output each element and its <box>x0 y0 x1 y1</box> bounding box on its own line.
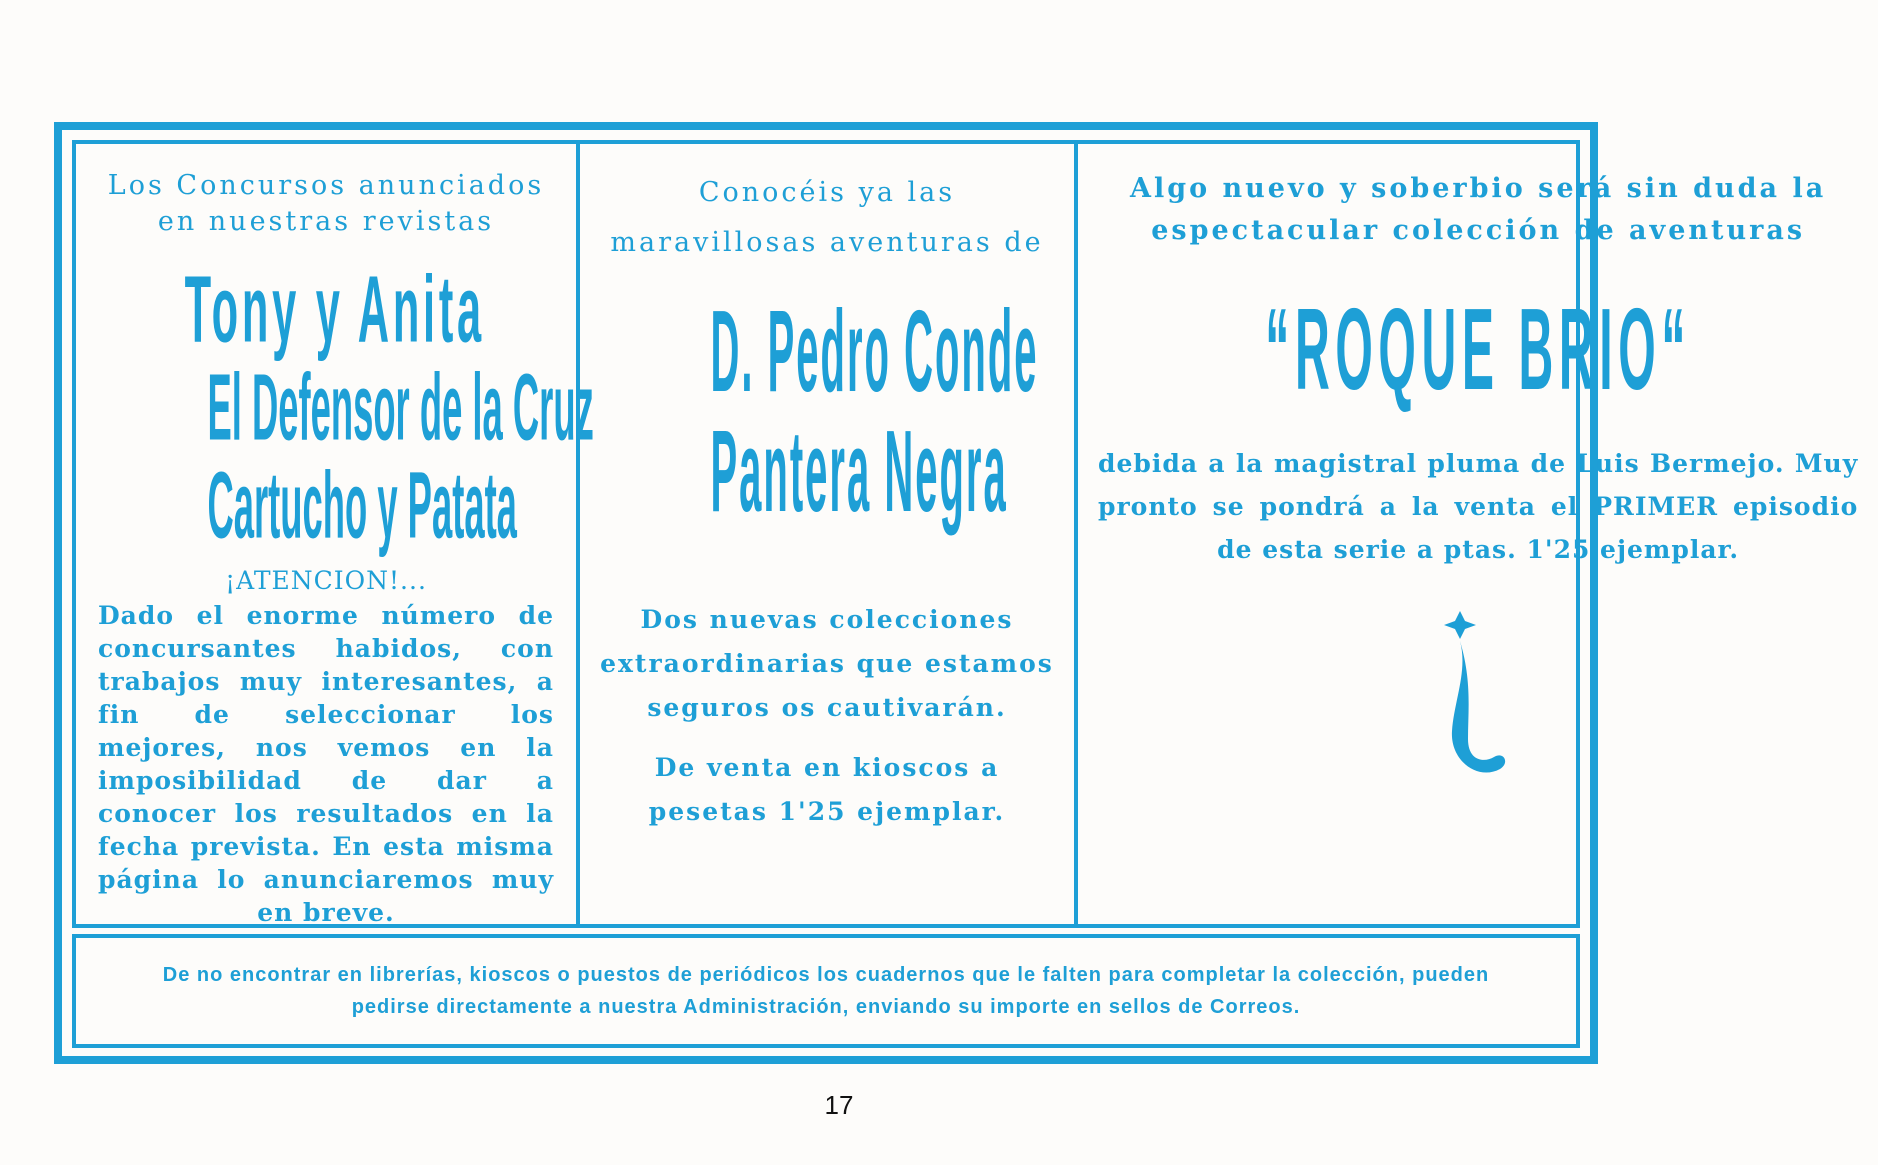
footer-box <box>72 934 1580 1048</box>
right-description: debida a la magistral pluma de Luis Bermejo. Muy pronto se pondrá a la venta el PRIMER episodio de esta serie a ptas. 1'25 ejemplar. <box>1098 449 1859 564</box>
left-intro: Los Concursos anunciados en nuestras revistas <box>107 170 545 237</box>
middle-sale-info: De venta en kioscos a pesetas 1'25 ejemplar. <box>648 753 1006 826</box>
title-cartucho-y-patata: Cartucho y Patata <box>207 452 517 558</box>
advertisement-frame <box>54 122 1859 1064</box>
title-pantera-negra: Pantera Negra <box>710 406 1008 536</box>
page-number: 17 <box>824 1090 854 1120</box>
left-panel <box>76 144 594 927</box>
contest-notice: Dado el enorme número de concursantes habidos, con trabajos muy interesantes, a fin de seleccionar los mejores, nos vemos en la imposibilidad de dar a conocer los resultados en la fecha prevista. En esta misma página lo anunciaremos muy en breve. <box>98 601 554 927</box>
right-intro: Algo nuevo y soberbio será sin duda la espectacular colección de aventuras <box>1130 173 1827 246</box>
middle-description: Dos nuevas colecciones extraordinarias que estamos seguros os cautivarán. <box>600 605 1054 722</box>
footer-notice: De no encontrar en librerías, kioscos o puestos de periódicos los cuadernos que le falten para completar la colección, pueden pedirse directamente a nuestra Administración, enviando su importe en sellos de Correos. <box>162 964 1490 1018</box>
middle-panel <box>580 144 1078 924</box>
title-tony-y-anita: Tony y Anita <box>184 256 485 362</box>
attention-heading: ¡ATENCION!... <box>225 566 427 595</box>
panels-row <box>72 140 1859 928</box>
right-panel <box>1078 144 1878 924</box>
title-d-pedro-conde: D. Pedro Conde <box>710 286 1039 416</box>
title-el-defensor-de-la-cruz: El Defensor de la Cruz <box>207 354 594 460</box>
ornament-icon <box>1438 611 1518 781</box>
title-roque-brio: “ROQUE BRIO“ <box>1265 285 1692 415</box>
middle-intro: Conocéis ya las maravillosas aventuras de <box>610 177 1044 258</box>
